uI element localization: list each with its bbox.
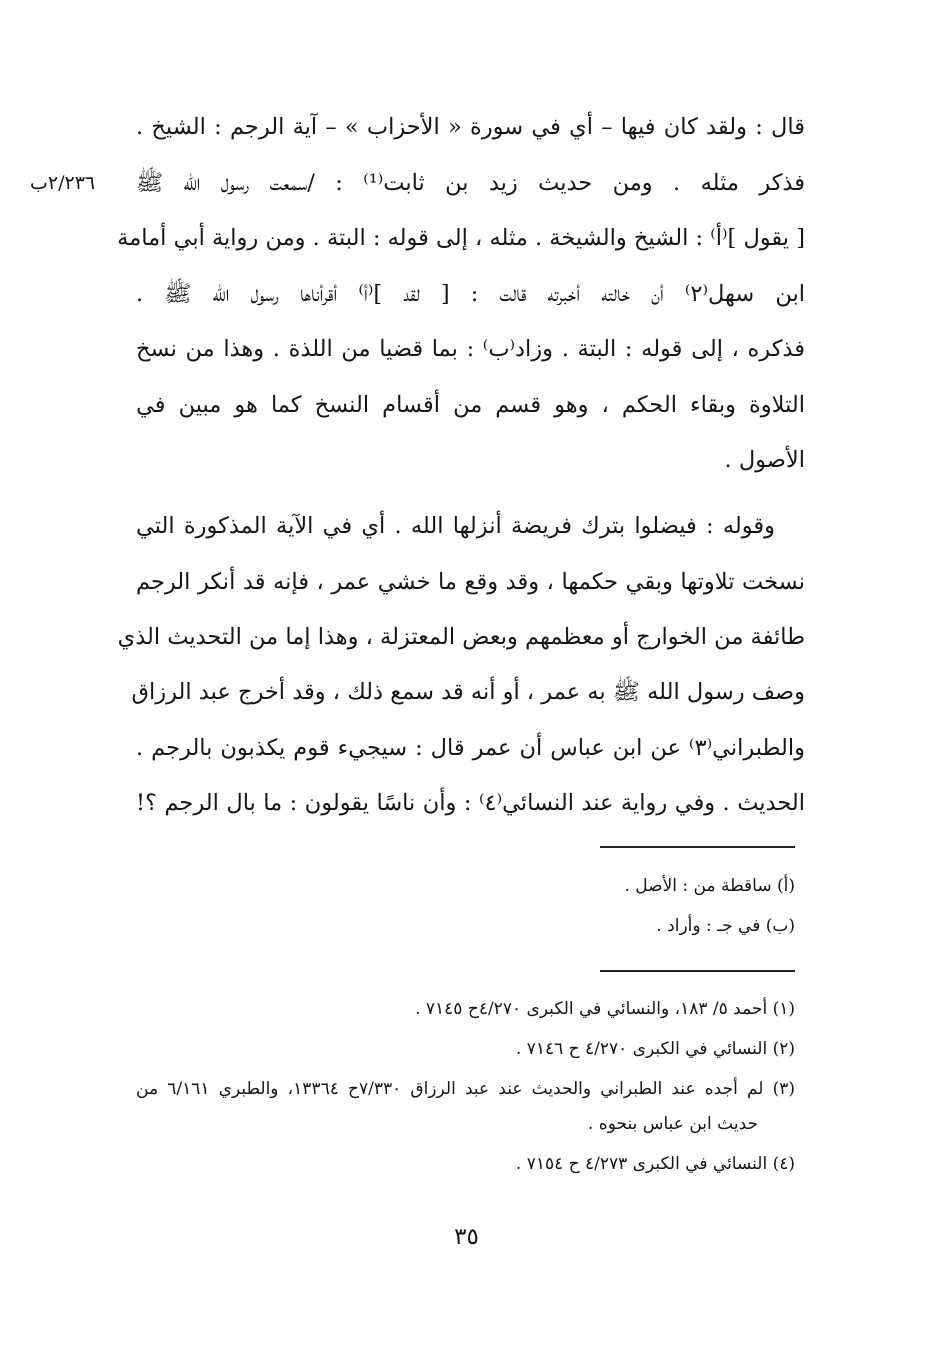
text-line-5: فذكره ، إلى قوله : البتة . وزاد⁽ب⁾ : بما قضيا من اللذة . وهذا من نسخ	[136, 336, 805, 362]
text-line-11: وصف رسول الله ﷺ به عمر ، أو أنه قد سمع ذلك ، وقد أخرج عبد الرزاق	[131, 679, 805, 705]
text-line-10: طائفة من الخوارج أو معظمهم وبعض المعتزلة ، وهذا إما من التحديث الذي	[117, 624, 805, 650]
margin-folio-note: ٢/٢٣٦ب	[30, 172, 96, 194]
footnote-1: (١) أحمد ٥/ ١٨٣، والنسائي في الكبرى ٤/٢٧٠ح ٧١٤٥ .	[415, 999, 795, 1019]
text-line-2: فذكر مثله . ومن حديث زيد بن ثابت⁽¹⁾ : /سمعت رسول الله ﷺ	[136, 170, 805, 196]
page-number: ٣٥	[454, 1224, 479, 1250]
text-line-8: وقوله : فيضلوا بترك فريضة أنزلها الله . أي في الآية المذكورة التي	[136, 513, 775, 539]
text-line-4: ابن سهل⁽٢⁾ أن خالته أخبرته قالت : [ لقد ]⁽أ⁾ أقرأناها رسول الله ﷺ .	[136, 281, 806, 307]
footnote-3-continuation: حديث ابن عباس بنحوه .	[588, 1114, 758, 1134]
footnote-2: (٢) النسائي في الكبرى ٤/٢٧٠ ح ٧١٤٦ .	[515, 1039, 795, 1059]
text-line-6: التلاوة وبقاء الحكم ، وهو قسم من أقسام النسخ كما هو مبين في	[136, 392, 805, 418]
variant-notes-rule	[600, 846, 795, 848]
text-line-13: الحديث . وفي رواية عند النسائي⁽٤⁾ : وأن ناسًا يقولون : ما بال الرجم ؟!	[136, 790, 805, 816]
variant-note-b: (ب) في جـ : وأراد .	[656, 916, 795, 936]
variant-note-a: (أ) ساقطة من : الأصل .	[624, 876, 795, 896]
footnote-4: (٤) النسائي في الكبرى ٤/٢٧٣ ح ٧١٥٤ .	[515, 1154, 795, 1174]
footnotes-rule	[600, 970, 795, 972]
text-line-3: [ يقول ]⁽أ⁾ : الشيخ والشيخة . مثله ، إلى قوله : البتة . ومن رواية أبي أمامة	[117, 225, 805, 251]
text-line-9: نسخت تلاوتها وبقي حكمها ، وقد وقع ما خشي عمر ، فإنه قد أنكر الرجم	[136, 569, 805, 595]
footnote-3: (٣) لم أجده عند الطبراني والحديث عند عبد الرزاق ٧/٣٣٠ح ١٣٣٦٤، والطبري ٦/١٦١ من	[136, 1079, 796, 1099]
text-line-12: والطبراني⁽٣⁾ عن ابن عباس أن عمر قال : سيجيء قوم يكذبون بالرجم .	[136, 735, 805, 761]
text-line-1: قال : ولقد كان فيها – أي في سورة « الأحزاب » – آية الرجم : الشيخ .	[136, 114, 805, 140]
text-line-7: الأصول .	[724, 447, 805, 473]
